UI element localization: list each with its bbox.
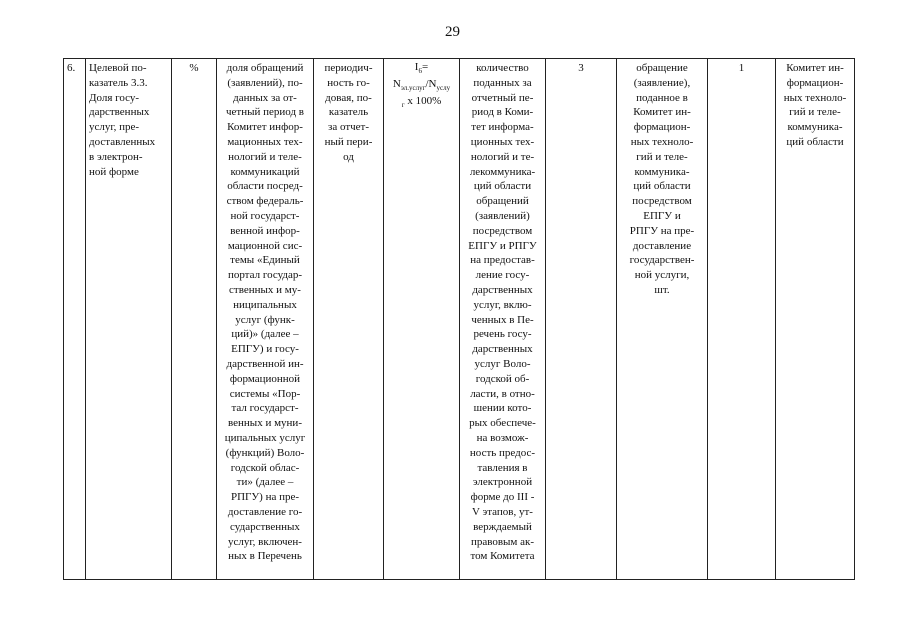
formula-lhs: I bbox=[414, 61, 419, 73]
formula-eq: = bbox=[421, 61, 429, 73]
observation-unit-cell: обращение (заявление), поданное в Комитет ин- формацион- ных техноло- гий и теле- коммуника- ций области посредством ЕПГУ и РПГУ на пре- доставление государствен- ной услуги, шт. bbox=[617, 59, 708, 580]
row-number-cell: 6. bbox=[64, 59, 86, 580]
formula-lhs-sub: 6 bbox=[418, 67, 422, 76]
formula-cell bbox=[384, 59, 460, 580]
base-indicator-cell: количество поданных за отчетный пе- риод в Коми- тет информа- ционных тех- нологий и те- лекоммуника- ций области обращений (заявлений) посредством ЕПГУ и РПГУ на предостав- ление госу- дарственных услуг, вклю- ченных в Пе- речень госу- дарственных услуг Воло- годской об- ласти, в отно- шении кото- рых обеспече- на возмож- ность предос- тавления в электронной форме до III - V этапов, ут- верждаемый правовым ак- том Комитета bbox=[460, 59, 546, 580]
unit-cell: % bbox=[172, 59, 217, 580]
formula-line-2 bbox=[387, 78, 456, 95]
formula-n1: N bbox=[392, 78, 401, 91]
formula-n2-sub2: г bbox=[401, 101, 405, 110]
method-1-cell: 3 bbox=[546, 59, 617, 580]
method-2-cell: 1 bbox=[708, 59, 776, 580]
formula-n1-sub: эл.услуг bbox=[400, 84, 426, 93]
formula-mult: x 100% bbox=[404, 95, 442, 108]
formula-line-3 bbox=[387, 95, 456, 112]
indicator-table bbox=[63, 58, 855, 580]
formula-line-1 bbox=[387, 61, 456, 78]
formula-slash: /N bbox=[425, 78, 437, 91]
definition-cell: доля обращений (заявлений), по- данных за от- четный период в Комитет инфор- мационных тех- нологий и теле- коммуникаций области посред- ством федераль- ной государст- венной инфор- мационной сис- темы «Единый портал государ- ственных и му- ниципальных услуг (функ- ций)» (далее – ЕПГУ) и госу- дарственной ин- формационной системы «Пор- тал государст- венных и муни- ципальных услуг (функций) Воло- годской облас- ти» (далее – РПГУ) на пре- доставление го- сударственных услуг, включен- ных в Перечень bbox=[217, 59, 314, 580]
page-number: 29 bbox=[445, 24, 460, 40]
formula-n2-sub: услу bbox=[436, 84, 451, 93]
periodicity-cell: периодич- ность го- довая, по- казатель за отчет- ный пери- од bbox=[314, 59, 384, 580]
responsible-cell: Комитет ин- формацион- ных техноло- гий и теле- коммуника- ций области bbox=[776, 59, 855, 580]
table-row bbox=[64, 59, 855, 580]
indicator-name-cell: Целевой по- казатель 3.3. Доля госу- дарственных услуг, пре- доставленных в электрон- ной форме bbox=[86, 59, 172, 580]
